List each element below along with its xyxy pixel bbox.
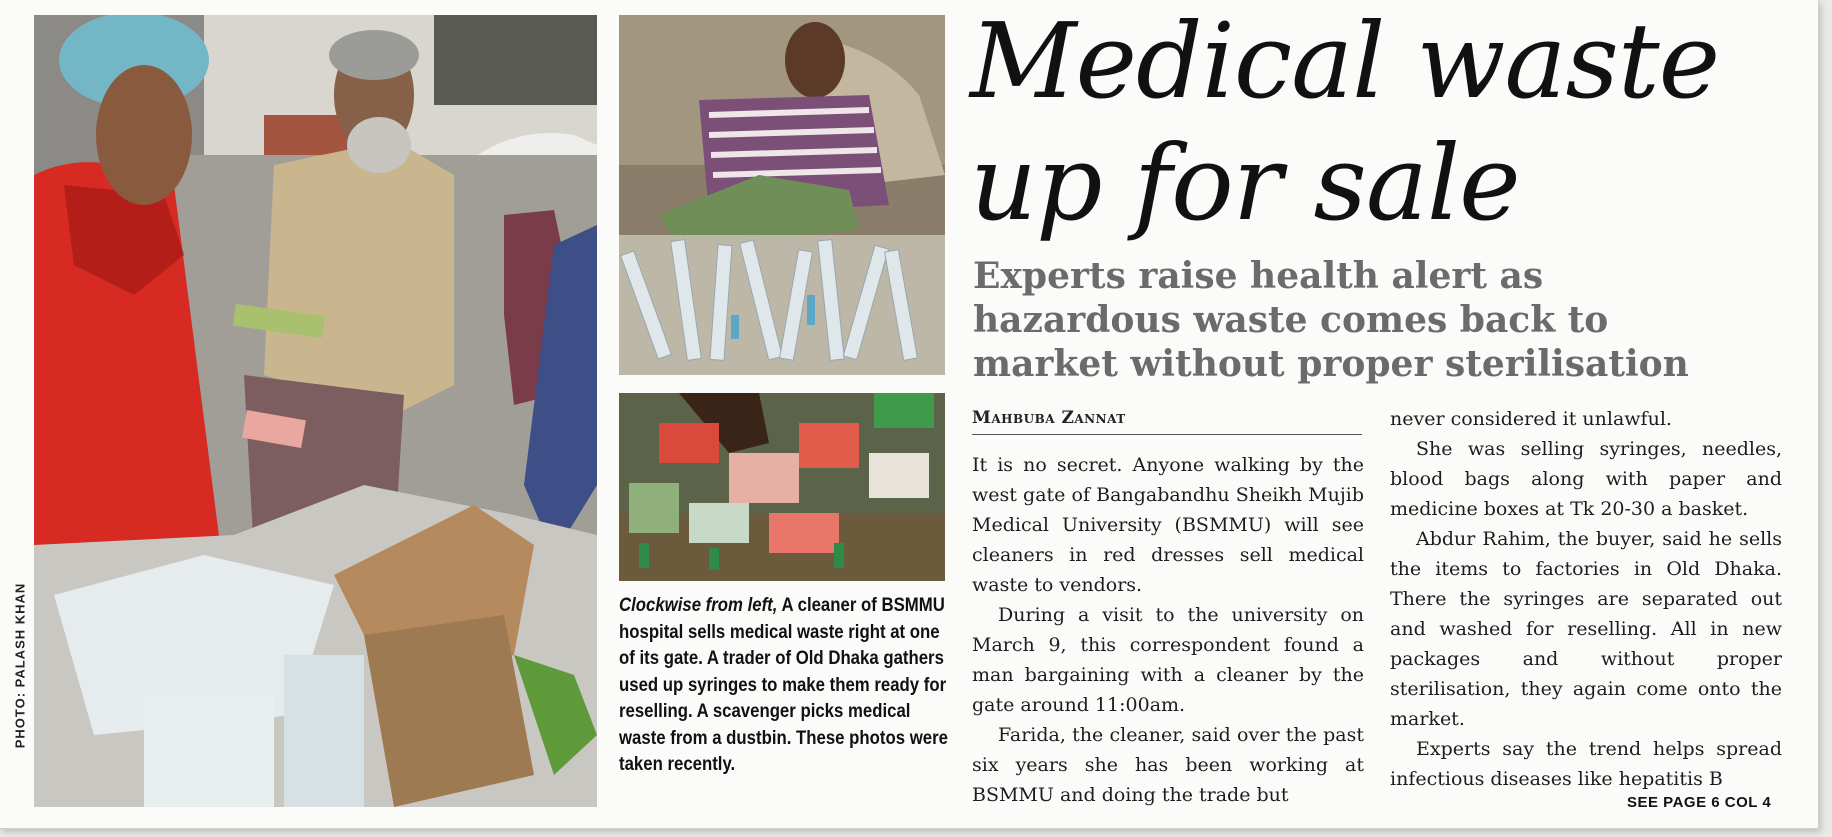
photo-caption bbox=[619, 592, 948, 778]
photo-credit: PHOTO: PALASH KHAN bbox=[12, 582, 28, 748]
caption-body: A cleaner of BSMMU hospital sells medical waste right at one of its gate. A trader of Old Dhaka gathers used up syringes to make them ready for reselling. A scavenger picks medical waste from a dustbin. These photos were taken recently. bbox=[619, 594, 948, 775]
paragraph: She was selling syringes, needles, blood bags along with paper and medicine boxes at Tk 20-30 a basket. bbox=[1390, 438, 1782, 520]
paragraph: never considered it unlawful. bbox=[1390, 408, 1672, 430]
paragraph: It is no secret. Anyone walking by the west gate of Bangabandhu Sheikh Mujib Medical University (BSMMU) will see cleaners in red dresses sell medical waste to vendors. bbox=[972, 454, 1364, 596]
caption-lead: Clockwise from left, bbox=[619, 594, 778, 616]
paragraph: During a visit to the university on March 9, this correspondent found a man bargaining with a cleaner by the gate around 11:00am. bbox=[972, 604, 1364, 716]
photo-cleaner-image bbox=[34, 15, 597, 807]
paragraph: Abdur Rahim, the buyer, said he sells the items to factories in Old Dhaka. There the syringes are separated out and washed for reselling. All in new packages and without proper sterilisation, they again come onto the market. bbox=[1390, 528, 1782, 730]
byline: Mahbuba Zannat bbox=[972, 408, 1362, 435]
photo-trader-image bbox=[619, 15, 945, 375]
photo-scavenger-image bbox=[619, 393, 945, 581]
headline: Medical waste up for sale bbox=[970, 0, 1720, 244]
article-column-1 bbox=[972, 450, 1364, 810]
photo-cleaner-selling-waste bbox=[34, 15, 597, 807]
photo-scavenger-dustbin bbox=[619, 393, 945, 581]
continued-jump-line[interactable]: SEE PAGE 6 COL 4 bbox=[1627, 794, 1772, 811]
paragraph: Experts say the trend helps spread infectious diseases like hepatitis B bbox=[1390, 738, 1782, 790]
photo-trader-syringes bbox=[619, 15, 945, 375]
article-column-2 bbox=[1390, 404, 1782, 794]
paragraph: Farida, the cleaner, said over the past six years she has been working at BSMMU and doing the trade but bbox=[972, 724, 1364, 806]
subheadline: Experts raise health alert as hazardous waste comes back to market without proper sterilisation bbox=[973, 255, 1689, 385]
